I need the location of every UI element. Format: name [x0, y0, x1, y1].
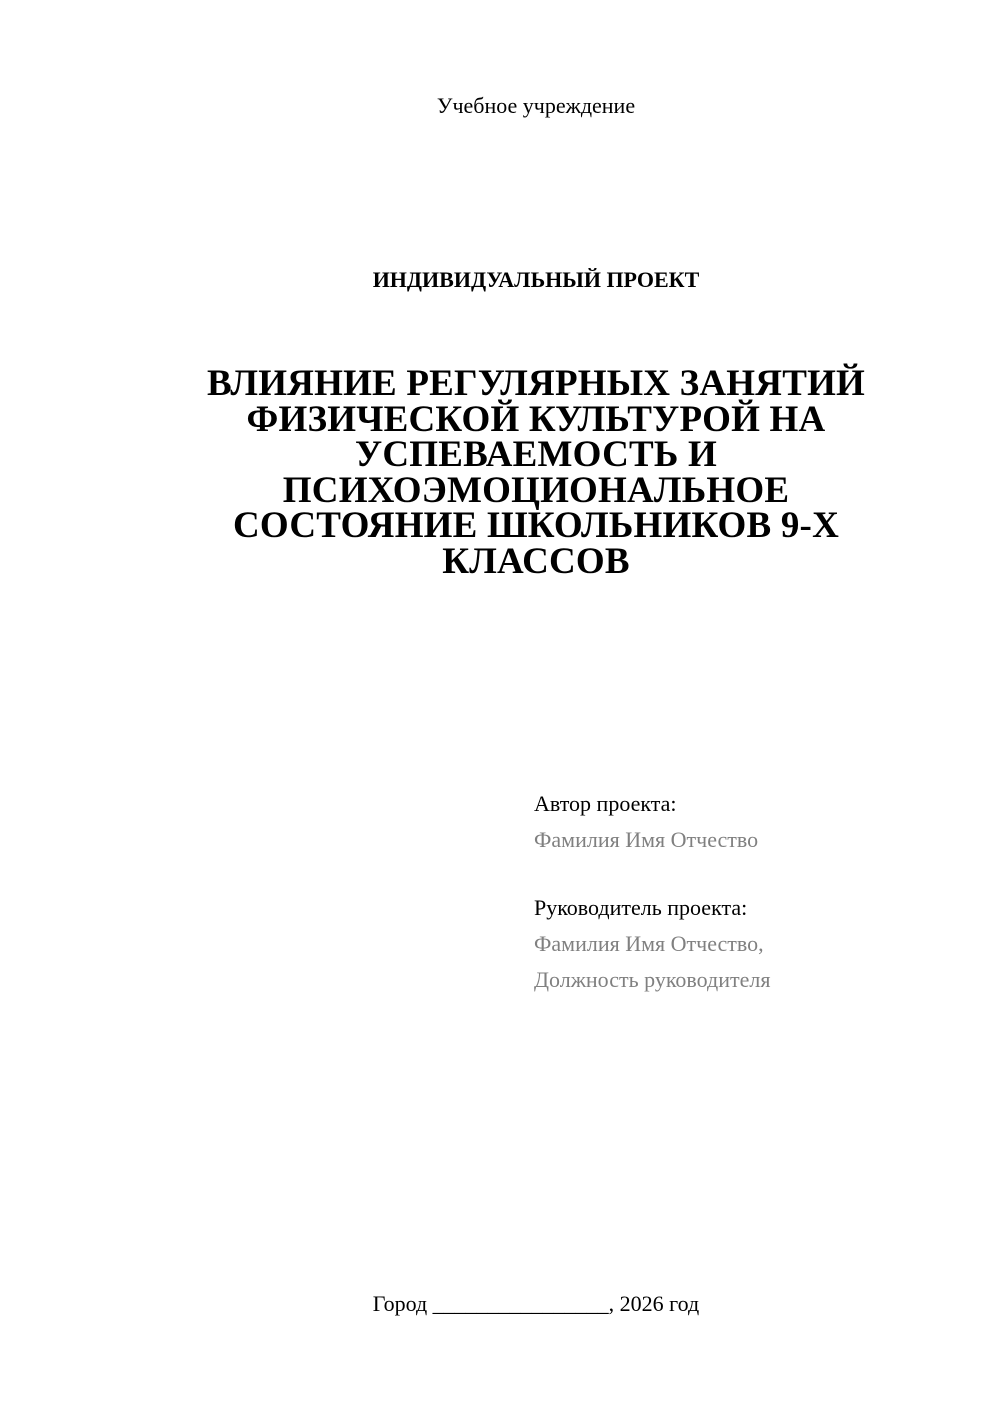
author-block	[534, 786, 974, 858]
institution-name: Учебное учреждение	[436, 93, 636, 118]
supervisor-position: Должность руководителя	[534, 967, 771, 992]
title-line: ПСИХОЭМОЦИОНАЛЬНОЕ	[282, 469, 790, 511]
title-line: ВЛИЯНИЕ РЕГУЛЯРНЫХ ЗАНЯТИЙ	[206, 363, 866, 404]
title-line: УСПЕВАЕМОСТЬ И	[355, 434, 717, 475]
title-line: СОСТОЯНИЕ ШКОЛЬНИКОВ 9-Х	[232, 505, 840, 546]
supervisor-name: Фамилия Имя Отчество,	[534, 931, 764, 956]
project-title	[190, 363, 882, 582]
supervisor-block	[534, 890, 974, 998]
project-type-heading: ИНДИВИДУАЛЬНЫЙ ПРОЕКТ	[372, 267, 700, 292]
supervisor-label: Руководитель проекта:	[534, 895, 748, 920]
author-label: Автор проекта:	[534, 791, 677, 816]
city-year-footer: Город ________________, 2026 год	[372, 1291, 700, 1316]
author-name: Фамилия Имя Отчество	[534, 827, 759, 852]
title-line: ФИЗИЧЕСКОЙ КУЛЬТУРОЙ НА	[246, 398, 826, 440]
title-line: КЛАССОВ	[442, 540, 630, 582]
